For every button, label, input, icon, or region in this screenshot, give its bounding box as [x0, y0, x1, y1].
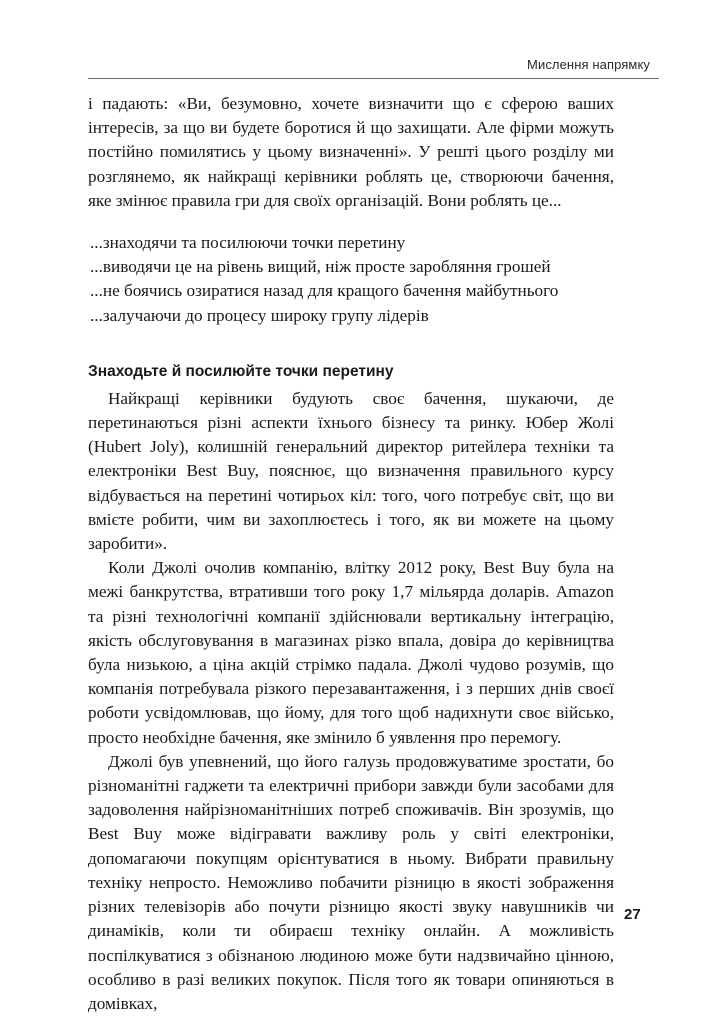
list-item: ...не боячись озиратися назад для кращого бачення майбутнього — [90, 281, 559, 301]
body-paragraph: Коли Джолі очолив компанію, влітку 2012 року, Best Buy була на межі банкрутства, втративши того року 1,7 мільярда доларів. Amazon та різні технологічні компанії здійснювали вертикальну інтеграцію, якість обслуговування в магазинах різко впала, довіра до керівництва була низькою, а ціна акцій стрімко падала. Джолі чудово розумів, що компанія потребувала різкого перезавантаження, і з перших днів своєї роботи усвідомлював, що йому, для того щоб надихнути своє військо, просто необхідне бачення, яке змінило б уявлення про перемогу. — [88, 558, 614, 747]
list-item: ...знаходячи та посилюючи точки перетину — [90, 233, 406, 253]
running-head-title: Мислення напрямку — [527, 57, 650, 72]
method-list — [88, 231, 614, 328]
page-number: 27 — [624, 906, 641, 923]
header-divider — [88, 78, 659, 79]
body-paragraph: Найкращі керівники будують своє бачення, шукаючи, де перетинаються різні аспекти їхнього бізнесу та ринку. Юбер Жолі (Hubert Joly), колишній генеральний директор ритейлера техніки та електроніки Best Buy, пояснює, що визначення правильного курсу відбувається на перетині чотирьох кіл: того, чого потребує світ, що ви вмієте робити, чим ви захоплюєтесь і того, як ви можете на цьому заробити». — [88, 388, 614, 554]
list-item: ...залучаючи до процесу широку групу лідерів — [90, 305, 429, 325]
body-paragraph: Джолі був упевнений, що його галузь продовжуватиме зростати, бо різноманітні гаджети та електричні прибори завжди були засобами для задоволення найрізноманітніших потреб споживачів. Він зрозумів, що Best Buy може відігравати важливу роль у світі електроніки, допомагаючи покупцям орієнтуватися в ньому. Вибрати правильну техніку непросто. Неможливо побачити різницю в якості зображення різних телевізорів або почути різницю якості звуку навушників чи динаміків, коли ти обираєш техніку онлайн. А можливість поспілкуватися з обізнаною людиною може бути надзвичайно цінною, особливо в разі великих покупок. Після того як товари опиняються в домівках, — [88, 751, 614, 1013]
section-heading: Знаходьте й посилюйте точки перетину — [88, 362, 394, 380]
intro-paragraph: і падають: «Ви, безумовно, хочете визначити що є сферою ваших інтересів, за що ви будете боротися й що захищати. Але фірми можуть постійно помилятись у цьому визначенні». У решті цього розділу ми розглянемо, як найкращі керівники роблять це, створюючи бачення, яке змінює правила гри для своїх організацій. Вони роблять це... — [88, 94, 614, 210]
list-item: ...виводячи це на рівень вищий, ніж просте заробляння грошей — [90, 257, 551, 277]
page-body — [88, 92, 614, 1016]
